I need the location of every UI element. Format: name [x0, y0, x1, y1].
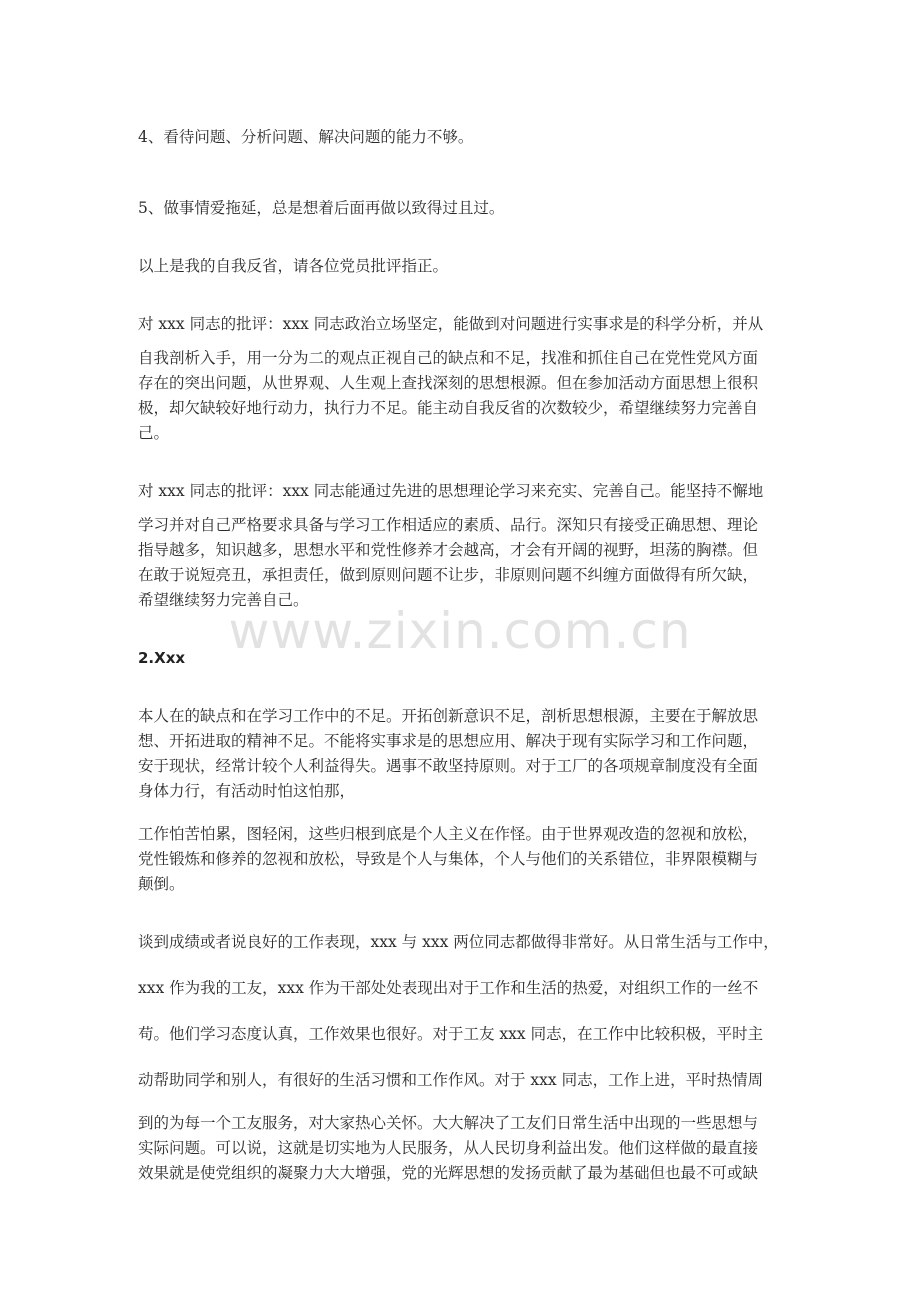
text-line: 苟。他们学习态度认真，工作效果也很好。对于工友 xxx 同志，在工作中比较积极，平时主	[138, 1025, 764, 1043]
text-line: 希望继续努力完善自己。	[138, 591, 309, 609]
text-line: 5、做事情爱拖延，总是想着后面再做以致得过且过。	[138, 199, 505, 217]
watermark: www.zixin.com.cn	[228, 602, 692, 660]
text-line: 效果就是使党组织的凝聚力大大增强，党的光辉思想的发扬贡献了最为基础但也最不可或缺	[138, 1164, 759, 1182]
text-line: 本人在的缺点和在学习工作中的不足。开拓创新意识不足，剖析思想根源，主要在于解放思	[138, 707, 759, 725]
text-line: 存在的突出问题，从世界观、人生观上查找深刻的思想根源。但在参加活动方面思想上很积	[138, 374, 759, 392]
text-line: 对 xxx 同志的批评：xxx 同志政治立场坚定，能做到对问题进行实事求是的科学分析，并从	[138, 315, 764, 333]
text-line: 想、开拓进取的精神不足。不能将实事求是的思想应用、解决于现有实际学习和工作问题，	[138, 732, 759, 750]
text-line: 己。	[138, 424, 170, 442]
text-line: 党性锻炼和修养的忽视和放松，导致是个人与集体，个人与他们的关系错位，非界限模糊与	[138, 850, 759, 868]
text-line: 极，却欠缺较好地行动力，执行力不足。能主动自我反省的次数较少，希望继续努力完善自	[138, 399, 759, 417]
text-line: 在敢于说短亮丑，承担责任，做到原则问题不让步，非原则问题不纠缠方面做得有所欠缺，	[138, 566, 759, 584]
text-line: 工作怕苦怕累，图轻闲，这些归根到底是个人主义在作怪。由于世界观改造的忽视和放松，	[138, 825, 759, 843]
text-line: 4、看待问题、分析问题、解决问题的能力不够。	[138, 128, 474, 146]
text-line: 实际问题。可以说，这就是切实地为人民服务，从人民切身利益出发。他们这样做的最直接	[138, 1139, 759, 1157]
text-line: 对 xxx 同志的批评：xxx 同志能通过先进的思想理论学习来充实、完善自己。能坚持不懈地	[138, 482, 764, 500]
text-line: 颠倒。	[138, 875, 185, 893]
text-line: 指导越多，知识越多，思想水平和党性修养才会越高，才会有开阔的视野，坦荡的胸襟。但	[138, 541, 759, 559]
text-line: 谈到成绩或者说良好的工作表现，xxx 与 xxx 两位同志都做得非常好。从日常生活与工作中，	[138, 933, 779, 951]
text-line: 身体力行，有活动时怕这怕那，	[138, 782, 356, 800]
text-line: 到的为每一个工友服务，对大家热心关怀。大大解决了工友们日常生活中出现的一些思想与	[138, 1114, 759, 1132]
text-line: 动帮助同学和别人，有很好的生活习惯和工作作风。对于 xxx 同志，工作上进，平时热情周	[138, 1071, 764, 1089]
text-line: 自我剖析入手，用一分为二的观点正视自己的缺点和不足，找准和抓住自己在党性党风方面	[138, 349, 759, 367]
text-line: xxx 作为我的工友，xxx 作为干部处处表现出对于工作和生活的热爱，对组织工作的一丝不	[138, 979, 759, 997]
section-heading: 2.Xxx	[138, 649, 186, 667]
text-line: 以上是我的自我反省，请各位党员批评指正。	[138, 257, 449, 275]
text-line: 学习并对自己严格要求具备与学习工作相适应的素质、品行。深知只有接受正确思想、理论	[138, 516, 759, 534]
text-line: 安于现状，经常计较个人利益得失。遇事不敢坚持原则。对于工厂的各项规章制度没有全面	[138, 757, 759, 775]
